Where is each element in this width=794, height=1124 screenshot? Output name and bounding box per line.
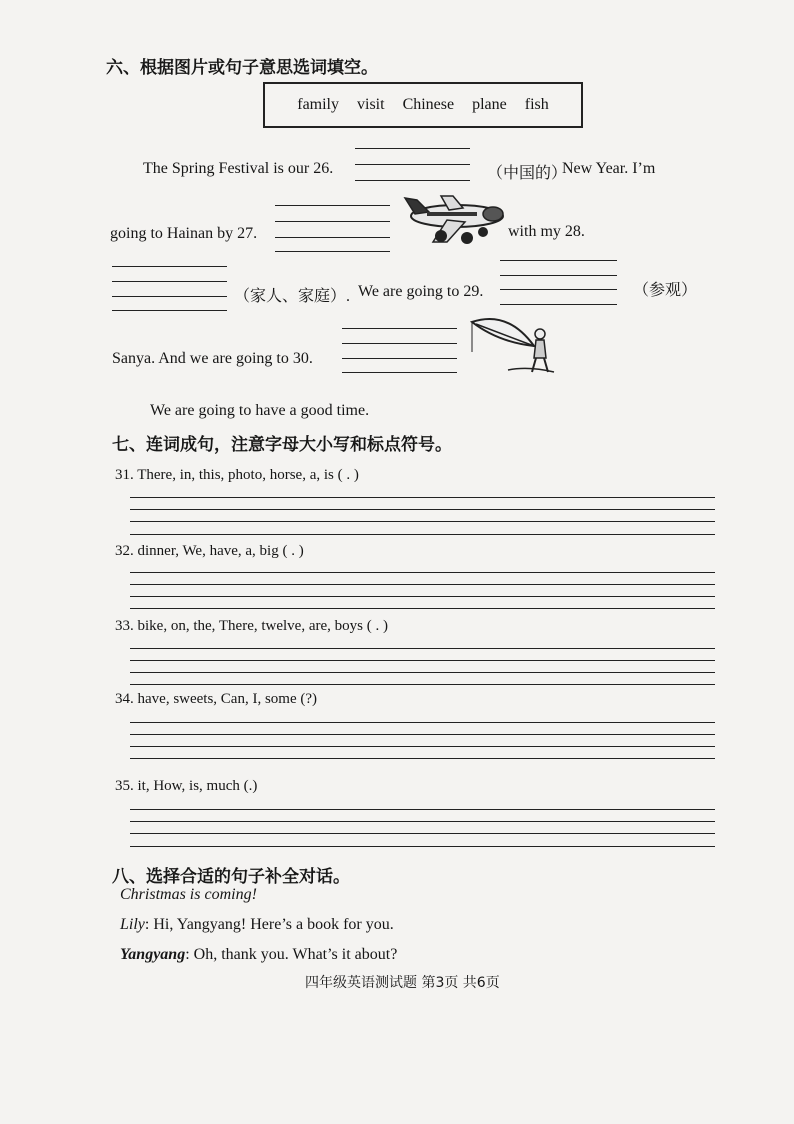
answer-line-35[interactable] [130,846,715,847]
blank-29-line[interactable] [500,304,617,305]
airplane-icon [403,192,507,250]
speaker-name: Yangyang [120,946,186,963]
answer-line-31[interactable] [130,497,715,498]
question-32: 32. dinner, We, have, a, big ( . ) [115,543,304,559]
sentence-line1-end: New Year. I’m [562,160,656,177]
answer-line-32[interactable] [130,584,715,585]
closing-sentence: We are going to have a good time. [150,402,370,419]
speaker-name: Lily [120,916,145,933]
answer-line-35[interactable] [130,821,715,822]
blank-29-line[interactable] [500,289,617,290]
sentence-line2-end: with my 28. [508,223,585,240]
answer-line-33[interactable] [130,672,715,673]
dialogue-line [120,916,394,934]
blank-26-line[interactable] [355,164,470,165]
question-34: 34. have, sweets, Can, I, some (?) [115,691,318,707]
blank-27-line[interactable] [275,221,390,222]
word-bank [263,82,583,128]
hint-26: （中国的） [487,165,568,182]
blank-30-line[interactable] [342,372,457,373]
answer-line-35[interactable] [130,809,715,810]
answer-line-34[interactable] [130,746,715,747]
answer-line-32[interactable] [130,572,715,573]
dialogue-title: Christmas is coming! [120,886,257,903]
dialogue-text: : Oh, thank you. What’s it about? [185,946,398,963]
answer-line-34[interactable] [130,722,715,723]
section8-heading: 八、选择合适的句子补全对话。 [112,867,350,887]
question-33: 33. bike, on, the, There, twelve, are, boys ( . ) [115,618,388,634]
answer-line-33[interactable] [130,648,715,649]
blank-27-line[interactable] [275,205,390,206]
blank-30-line[interactable] [342,358,457,359]
question-35: 35. it, How, is, much (.) [115,778,258,794]
blank-26-line[interactable] [355,148,470,149]
blank-28-line[interactable] [112,310,227,311]
blank-28-line[interactable] [112,266,227,267]
sentence-line4-start: Sanya. And we are going to 30. [112,350,313,367]
hint-29: （参观） [633,282,698,299]
page-footer: 四年级英语测试题 第3页 共6页 [305,975,500,991]
answer-line-34[interactable] [130,758,715,759]
dialogue-line [120,946,397,964]
answer-line-33[interactable] [130,660,715,661]
section6-heading: 六、根据图片或句子意思选词填空。 [106,58,378,78]
answer-line-32[interactable] [130,608,715,609]
blank-27-line[interactable] [275,251,390,252]
word-bank-item: visit [357,96,385,113]
answer-line-31[interactable] [130,521,715,522]
blank-29-line[interactable] [500,275,617,276]
dialogue-text: : Hi, Yangyang! Here’s a book for you. [144,916,394,933]
sentence-line2-start: going to Hainan by 27. [110,225,258,242]
hint-28: （家人、家庭）. [234,288,351,305]
word-bank-item: Chinese [402,96,455,113]
blank-29-line[interactable] [500,260,617,261]
sentence-line3-mid: We are going to 29. [358,283,484,300]
blank-26-line[interactable] [355,180,470,181]
question-31: 31. There, in, this, photo, horse, a, is ( . ) [115,467,359,483]
blank-28-line[interactable] [112,296,227,297]
blank-30-line[interactable] [342,343,457,344]
word-bank-item: family [297,96,339,113]
blank-30-line[interactable] [342,328,457,329]
answer-line-35[interactable] [130,833,715,834]
blank-28-line[interactable] [112,281,227,282]
answer-line-32[interactable] [130,596,715,597]
section7-heading: 七、连词成句，注意字母大小写和标点符号。 [112,435,452,455]
answer-line-33[interactable] [130,684,715,685]
word-bank-item: fish [524,96,549,113]
answer-line-31[interactable] [130,509,715,510]
fishing-person-icon [468,312,558,378]
answer-line-34[interactable] [130,734,715,735]
word-bank-item: plane [472,96,507,113]
blank-27-line[interactable] [275,237,390,238]
answer-line-31[interactable] [130,534,715,535]
sentence-line1-start: The Spring Festival is our 26. [143,160,334,177]
